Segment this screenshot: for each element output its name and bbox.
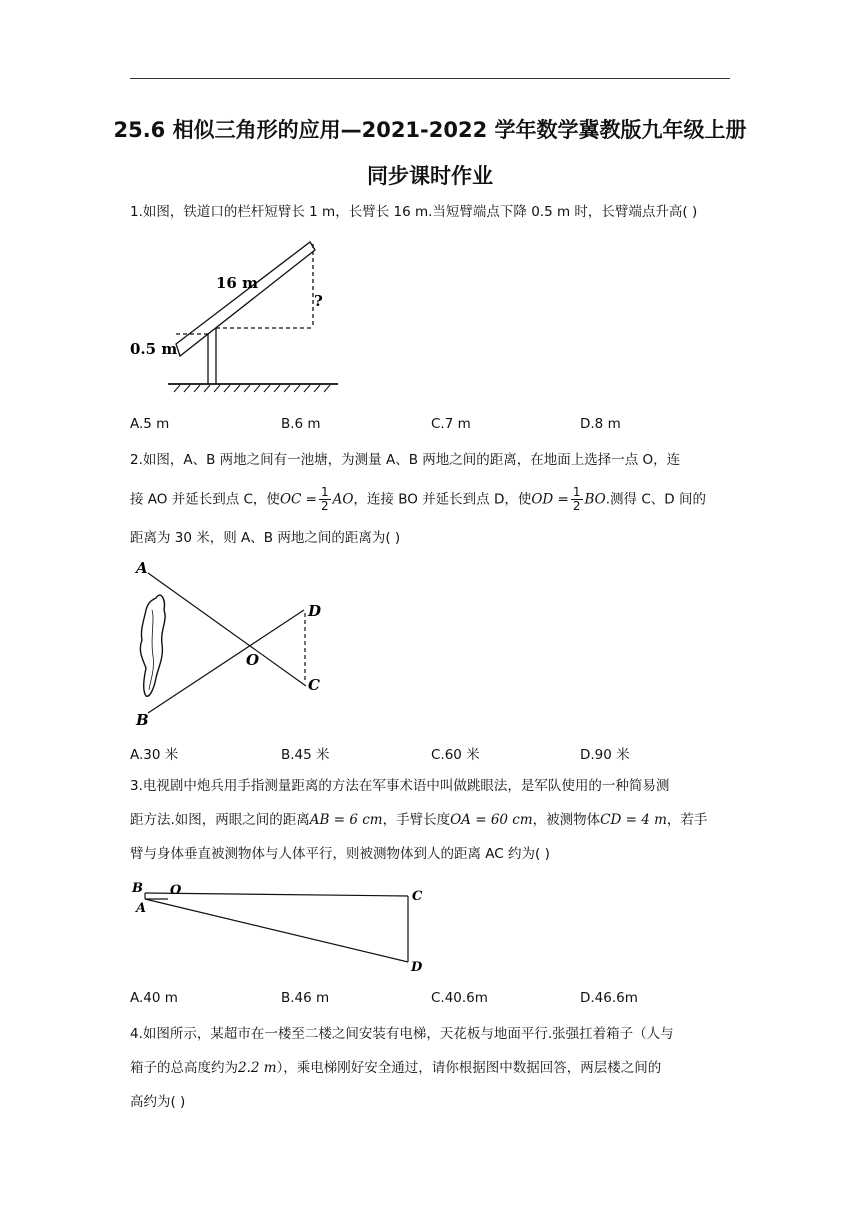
q2-line2: 接 AO 并延长到点 C，使OC = $\frac{1}{2}$ AO，连接 BO 并延长到点 D，使OD = $\frac{1}{2}$ BO.测得 C、D 间的 [130, 485, 706, 513]
q1-option-b[interactable]: B.6 m [281, 416, 321, 432]
q3-option-d[interactable]: D.46.6m [580, 990, 638, 1006]
q2-label-a: A [136, 559, 148, 577]
q3-label-d: D [411, 960, 423, 975]
q2-option-d[interactable]: D.90 米 [580, 747, 630, 763]
q3-line3: 臂与身体垂直被测物体与人体平行，则被测物体到人的距离 AC 约为( ) [130, 846, 550, 862]
q3-line2: 距方法.如图，两眼之间的距离AB = 6 cm，手臂长度OA = 60 cm，被测物体CD = 4 m，若手 [130, 812, 708, 828]
q1-figure [128, 236, 348, 396]
q4-line3: 高约为( ) [130, 1094, 186, 1110]
q2-label-d: D [308, 602, 322, 620]
header-rule [130, 78, 730, 79]
q3-option-b[interactable]: B.46 m [281, 990, 330, 1006]
q1-bar [176, 242, 315, 356]
q2-label-b: B [136, 711, 149, 729]
q2-label-o: O [246, 651, 260, 669]
q1-option-d[interactable]: D.8 m [580, 416, 621, 432]
q3-option-c[interactable]: C.40.6m [431, 990, 488, 1006]
q2-option-b[interactable]: B.45 米 [281, 747, 330, 763]
q3-label-o: O [170, 883, 182, 898]
q1-long-label: 16 m [216, 274, 258, 292]
q2-line-bd [148, 610, 304, 713]
q2-line1: 2.如图，A、B 两地之间有一池塘，为测量 A、B 两地之间的距离，在地面上选择一点 O，连 [130, 452, 681, 468]
q3-label-a: A [136, 901, 147, 916]
q2-pond [140, 595, 165, 696]
q1-option-c[interactable]: C.7 m [431, 416, 471, 432]
q2-option-a[interactable]: A.30 米 [130, 747, 179, 763]
q3-line-bc [145, 893, 408, 896]
q1-unknown-label: ? [314, 292, 323, 310]
q2-line-ac [148, 573, 306, 686]
q4-line1: 4.如图所示，某超市在一楼至二楼之间安装有电梯，天花板与地面平行.张强扛着箱子（人与 [130, 1026, 674, 1042]
q3-label-c: C [412, 889, 423, 904]
q4-line2: 箱子的总高度约为2.2 m），乘电梯刚好安全通过，请你根据图中数据回答，两层楼之间的 [130, 1060, 662, 1076]
q3-option-a[interactable]: A.40 m [130, 990, 178, 1006]
q2-label-c: C [308, 676, 320, 694]
q2-option-c[interactable]: C.60 米 [431, 747, 480, 763]
q1-option-a[interactable]: A.5 m [130, 416, 170, 432]
q2-figure [128, 558, 338, 733]
doc-subtitle: 同步课时作业 [367, 164, 493, 188]
doc-title: 25.6 相似三角形的应用—2021-2022 学年数学冀教版九年级上册 [113, 118, 747, 142]
q3-line-ad [145, 899, 408, 962]
q3-line1: 3.电视剧中炮兵用手指测量距离的方法在军事术语中叫做跳眼法，是军队使用的一种简易测 [130, 778, 670, 794]
q3-figure [128, 876, 428, 980]
q1-short-label: 0.5 m [130, 340, 178, 358]
q1-stem: 1.如图，铁道口的栏杆短臂长 1 m，长臂长 16 m.当短臂端点下降 0.5 m 时，长臂端点升高( ) [130, 204, 698, 220]
q3-label-b: B [132, 881, 143, 896]
q2-line3: 距离为 30 米，则 A、B 两地之间的距离为( ) [130, 530, 401, 546]
